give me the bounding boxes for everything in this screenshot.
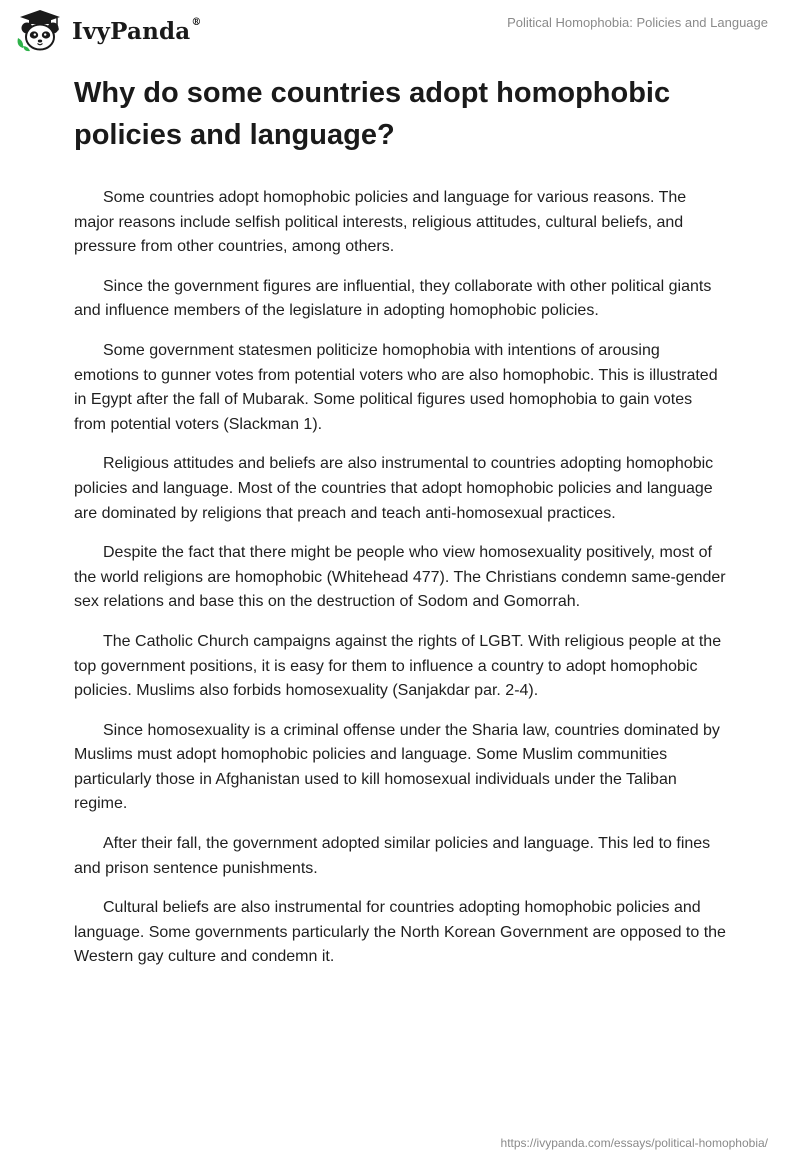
trademark-symbol: ®: [191, 16, 202, 28]
page-header: [0, 0, 800, 62]
paragraph: Cultural beliefs are also instrumental for countries adopting homophobic policies and language. Some governments particularly the North Korean Government are opposed to the Western gay culture and condemn it.: [74, 899, 726, 966]
paragraph: Despite the fact that there might be people who view homosexuality positively, most of the world religions are homophobic (Whitehead 477). The Christians condemn same-gender sex relations and base this on the destruction of Sodom and Gomorrah.: [74, 544, 726, 611]
paragraph: The Catholic Church campaigns against the rights of LGBT. With religious people at the top government positions, it is easy for them to influence a country to adopt homophobic policies. Muslims also forbids homosexuality (Sanjakdar par. 2-4).: [74, 632, 722, 700]
ivypanda-logo[interactable]: [14, 8, 202, 54]
panda-graduate-icon: [14, 8, 66, 54]
paragraph: Religious attitudes and beliefs are also instrumental to countries adopting homophobic policies and language. Most of the countries that adopt homophobic policies and language are dominated by religions that preach and teach anti-homosexual practices.: [74, 455, 714, 522]
running-title: Political Homophobia: Policies and Language: [507, 15, 768, 30]
paragraph: After their fall, the government adopted similar policies and language. This led to fines and prison sentence punishments.: [74, 835, 711, 877]
source-url-link[interactable]: https://ivypanda.com/essays/political-homophobia/: [500, 1136, 768, 1150]
paragraph: Some countries adopt homophobic policies and language for various reasons. The major reasons include selfish political interests, religious attitudes, cultural beliefs, and pressure from other countries, among others.: [74, 189, 687, 256]
brand-name: [72, 16, 202, 45]
brand-label: IvyPanda: [72, 17, 191, 45]
article-title: Why do some countries adopt homophobic policies and language?: [74, 77, 671, 151]
article-body: [74, 72, 726, 985]
paragraph: Since the government figures are influential, they collaborate with other political giants and influence members of the legislature in adopting homophobic policies.: [74, 277, 712, 320]
paragraph: Since homosexuality is a criminal offense under the Sharia law, countries dominated by Muslims must adopt homophobic policies and language. Some Muslim communities particularly those in Afghanistan used to kill homosexual individuals under the Taliban regime.: [74, 721, 720, 813]
paragraph: Some government statesmen politicize homophobia with intentions of arousing emotions to gunner votes from potential voters who are also homophobic. This is illustrated in Egypt after the fall of Mubarak. Some political figures used homophobia to gain votes from potential voters (Slackman 1).: [74, 341, 718, 433]
